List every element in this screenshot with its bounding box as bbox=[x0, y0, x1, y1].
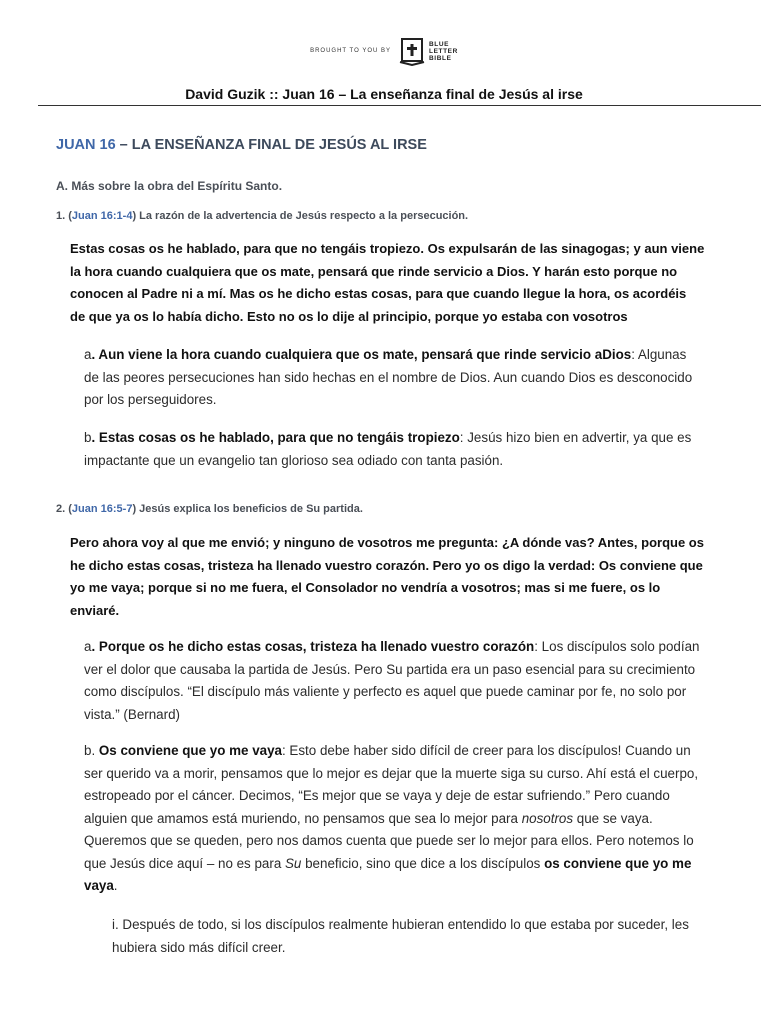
section-ref: JUAN 16 bbox=[56, 137, 116, 153]
section-heading: JUAN 16 – LA ENSEÑANZA FINAL DE JESÚS AL IRSE bbox=[56, 137, 427, 153]
paragraph-2a: a. Porque os he dicho estas cosas, tristeza ha llenado vuestro corazón: Los discípulos solo podían ver el dolor que causaba la partida de Jesús. Pero Su partida era un paso esencial para su crecimiento como discípulos. “El discípulo más valiente y perfecto es aquel que puede caminar por fe, no solo por vista.” (Bernard) bbox=[84, 639, 700, 722]
book-icon bbox=[399, 36, 425, 66]
point-heading-2: 2. (Juan 16:5-7) Jesús explica los beneficios de Su partida. bbox=[56, 503, 363, 515]
brand-header bbox=[0, 36, 768, 66]
brand-logo[interactable] bbox=[399, 36, 458, 66]
title-divider bbox=[38, 105, 761, 106]
document-title: David Guzik :: Juan 16 – La enseñanza final de Jesús al irse bbox=[185, 86, 583, 102]
scripture-link[interactable]: Juan 16:1-4 bbox=[71, 210, 133, 222]
scripture-block-1: Estas cosas os he hablado, para que no tengáis tropiezo. Os expulsarán de las sinagogas; y aun viene la hora cuando cualquiera que os mate, pensará que rinde servicio a Dios. Y harán esto porque no conocen al Padre ni a mí. Mas os he dicho estas cosas, para que cuando llegue la hora, os acordéis de que ya os lo había dicho. Esto no os lo dije al principio, porque yo estaba con vosotros bbox=[70, 241, 705, 324]
paragraph-2b-i: i. Después de todo, si los discípulos realmente hubieran entendido lo que estaba por suceder, les hubiera sido más difícil creer. bbox=[112, 917, 689, 955]
scripture-link[interactable]: Juan 16:5-7 bbox=[71, 503, 133, 515]
subsection-heading: A. Más sobre la obra del Espíritu Santo. bbox=[56, 179, 283, 193]
brand-name: BLUE LETTER BIBLE bbox=[429, 40, 458, 62]
paragraph-1a: a. Aun viene la hora cuando cualquiera que os mate, pensará que rinde servicio aDios: Algunas de las peores persecuciones han sido hechas en el nombre de Dios. Aun cuando Dios es desconocido por los perseguidores. bbox=[84, 347, 693, 407]
brought-by-text: BROUGHT TO YOU BY bbox=[310, 48, 391, 54]
point-heading-1: 1. (Juan 16:1-4) La razón de la advertencia de Jesús respecto a la persecución. bbox=[56, 210, 469, 222]
paragraph-1b: b. Estas cosas os he hablado, para que no tengáis tropiezo: Jesús hizo bien en advertir, ya que es impactante que un evangelio tan glorioso sea odiado con tanta pasión. bbox=[84, 430, 692, 468]
scripture-block-2: Pero ahora voy al que me envió; y ninguno de vosotros me pregunta: ¿A dónde vas? Antes, porque os he dicho estas cosas, tristeza ha llenado vuestro corazón. Pero yo os digo la verdad: Os conviene que yo me vaya; porque si no me fuera, el Consolador no vendría a vosotros; mas si me fuere, os lo enviaré. bbox=[70, 535, 704, 618]
paragraph-2b: b. Os conviene que yo me vaya: Esto debe haber sido difícil de creer para los discípulos! Cuando un ser querido va a morir, pensamos que lo mejor es dejar que la muerte siga su curso. Ahí está el cuerpo, estropeado por el cáncer. Decimos, “Es mejor que se vaya y deje de estar sufriendo.” Pero cuando alguien que amamos está muriendo, no pensamos que sea lo mejor para nosotros que se vaya. Queremos que se queden, pero nos damos cuenta que puede ser lo mejor para ellos. Pero notemos lo que Jesús dice aquí – no es para Su beneficio, sino que dice a los discípulos os conviene que yo me vaya. bbox=[84, 743, 699, 893]
